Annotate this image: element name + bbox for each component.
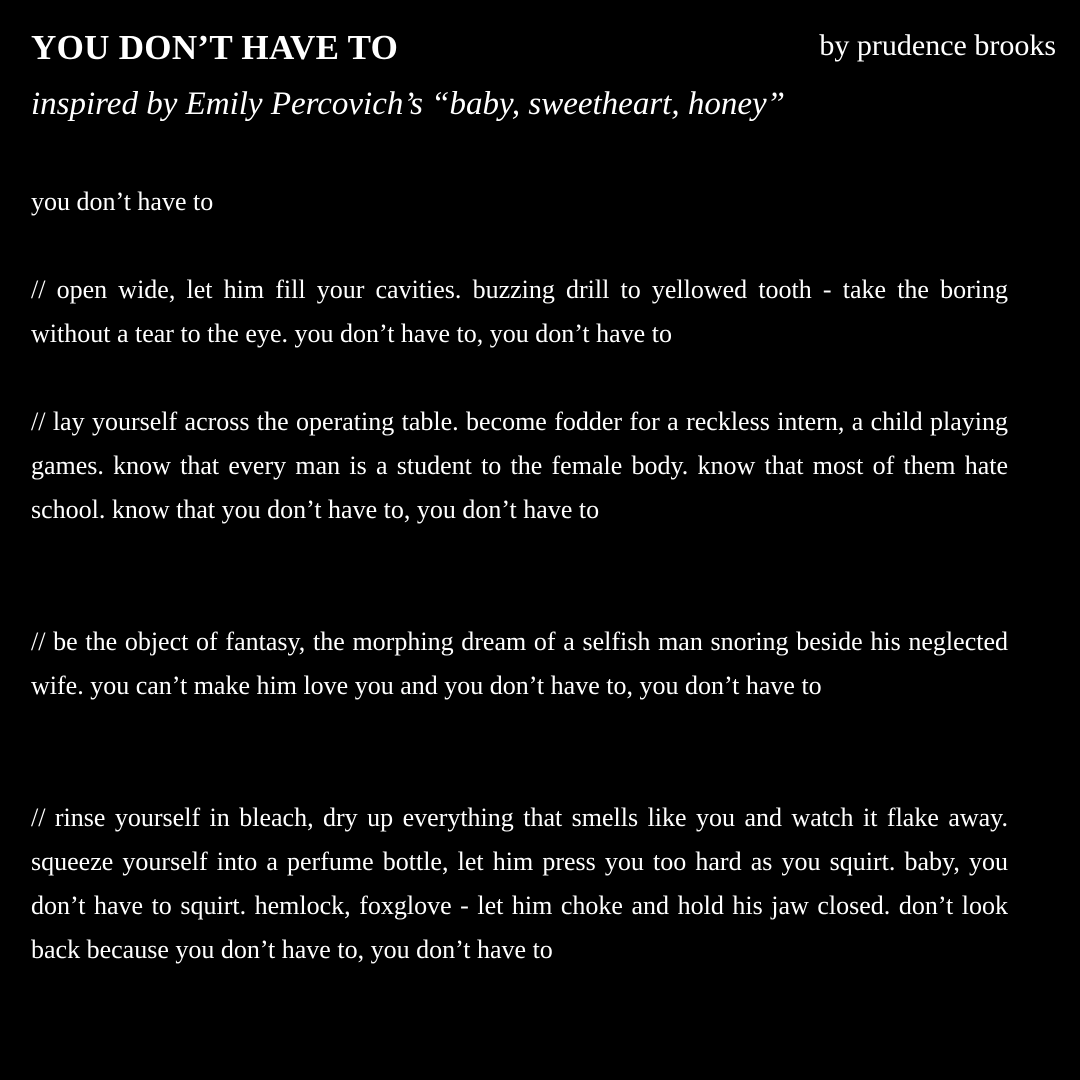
stanza-2: // lay yourself across the operating table. become fodder for a reckless intern, a child playing games. know that every man is a student to the female body. know that most of them hate school. know that you don’t have to, you don’t have to — [31, 407, 1008, 524]
stanza-4: // rinse yourself in bleach, dry up everything that smells like you and watch it flake away. squeeze yourself into a perfume bottle, let him press you too hard as you squirt. baby, you don’t have to squirt. hemlock, foxglove - let him choke and hold his jaw closed. don’t look back because you don’t have to, you don’t have to — [31, 803, 1008, 964]
poem-subtitle: inspired by Emily Percovich’s “baby, sweetheart, honey” — [31, 86, 785, 122]
poem-title: YOU DON’T HAVE TO — [31, 28, 399, 67]
stanza-3: // be the object of fantasy, the morphing dream of a selfish man snoring beside his neglected wife. you can’t make him love you and you don’t have to, you don’t have to — [31, 627, 1008, 700]
opening-line: you don’t have to — [31, 187, 214, 216]
author-byline: by prudence brooks — [819, 29, 1056, 62]
stanza-1: // open wide, let him fill your cavities. buzzing drill to yellowed tooth - take the boring without a tear to the eye. you don’t have to, you don’t have to — [31, 275, 1008, 348]
